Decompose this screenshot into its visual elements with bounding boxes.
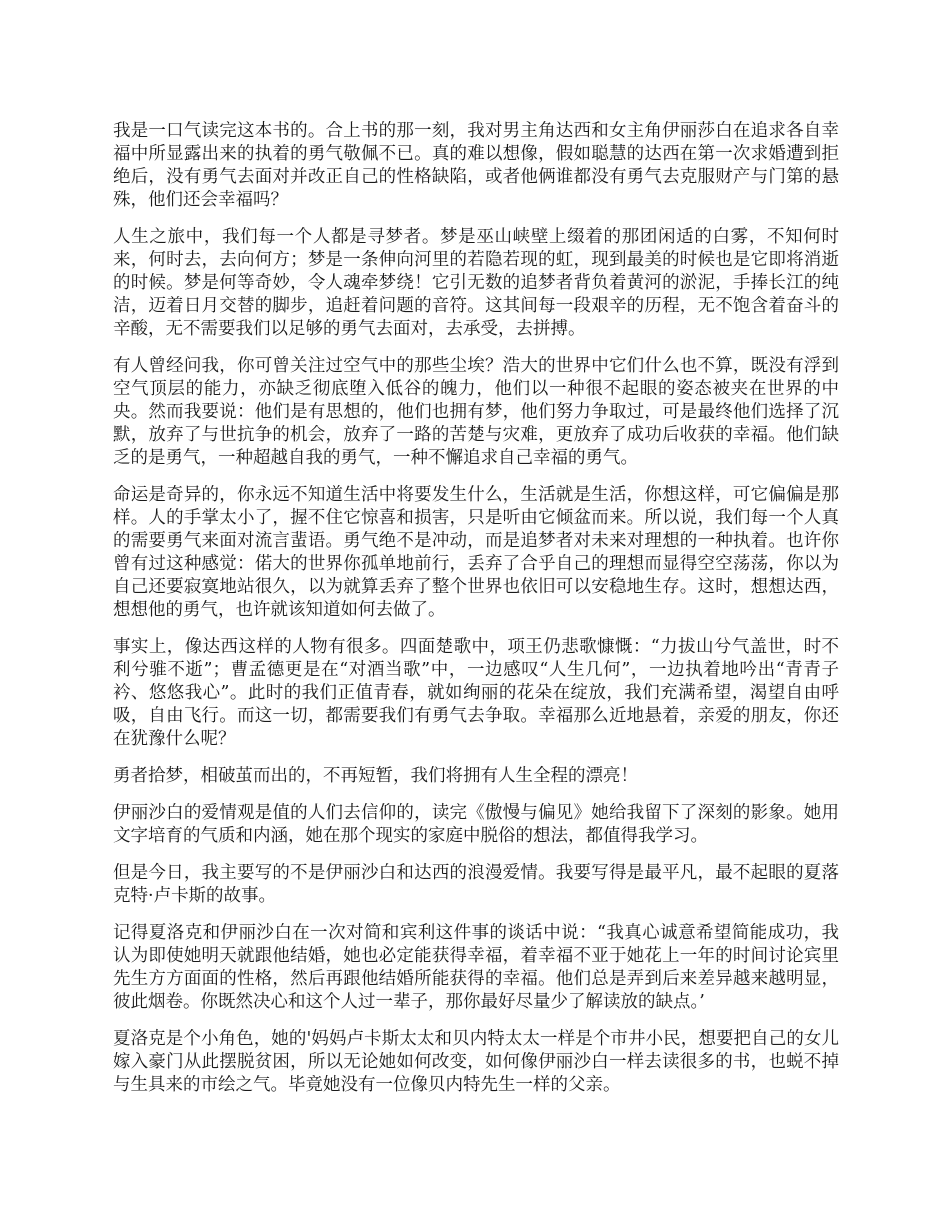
paragraph-10: 夏洛克是个小角色，她的'妈妈卢卡斯太太和贝内特太太一样是个市井小民，想要把自己的女儿嫁入豪门从此摆脱贫困，所以无论她如何改变，如何像伊丽沙白一样去读很多的书，也蜕不掉与生具来的市绘之气。毕竟她没有一位像贝内特先生一样的父亲。 [113,1029,839,1095]
document-body [113,120,839,1111]
paragraph-7: 伊丽沙白的爱情观是值的人们去信仰的，读完《傲慢与偏见》她给我留下了深刻的影象。她用文字培育的气质和内涵，她在那个现实的家庭中脱俗的想法，都值得我学习。 [113,803,839,846]
paragraph-9: 记得夏洛克和伊丽沙白在一次对简和宾利这件事的谈话中说：“我真心诚意希望简能成功，我认为即使她明天就跟他结婚，她也必定能获得幸福，着幸福不亚于她花上一年的时间讨论宾里先生方方面面的性格，然后再跟他结婚所能获得的幸福。他们总是弄到后来差异越来越明显，彼此烟卷。你既然决心和这个人过一辈子，那你最好尽量少了解读放的缺点。’ [113,923,839,1012]
paragraph-6: 勇者拾梦，相破茧而出的，不再短暂，我们将拥有人生全程的漂亮！ [113,766,638,786]
paragraph-8: 但是今日，我主要写的不是伊丽沙白和达西的浪漫爱情。我要写得是最平凡，最不起眼的夏落克特·卢卡斯的故事。 [113,863,839,906]
paragraph-2: 人生之旅中，我们每一个人都是寻梦者。梦是巫山峡壁上缀着的那团闲适的白雾，不知何时来，何时去，去向何方；梦是一条伸向河里的若隐若现的虹，现到最美的时候也是它即将消逝的时候。梦是何等奇妙，令人魂牵梦绕！它引无数的追梦者背负着黄河的淤泥，手捧长江的纯洁，迈着日月交替的脚步，追赶着问题的音符。这其间每一段艰辛的历程，无不饱含着奋斗的辛酸，无不需要我们以足够的勇气去面对，去承受，去拼搏。 [113,227,839,339]
paragraph-3: 有人曾经问我，你可曾关注过空气中的那些尘埃？浩大的世界中它们什么也不算，既没有浮到空气顶层的能力，亦缺乏彻底堕入低谷的魄力，他们以一种很不起眼的姿态被夹在世界的中央。然而我要说：他们是有思想的，他们也拥有梦，他们努力争取过，可是最终他们选择了沉默，放弃了与世抗争的机会，放弃了一路的苦楚与灾难，更放弃了成功后收获的幸福。他们缺乏的是勇气，一种超越自我的勇气，一种不懈追求自己幸福的勇气。 [113,356,839,468]
paragraph-1: 我是一口气读完这本书的。合上书的那一刻，我对男主角达西和女主角伊丽莎白在追求各自幸福中所显露出来的执着的勇气敬佩不已。真的难以想像，假如聪慧的达西在第一次求婚遭到拒绝后，没有勇气去面对并改正自己的性格缺陷，或者他俩谁都没有勇气去克服财产与门第的悬殊，他们还会幸福吗？ [113,121,839,210]
paragraph-5: 事实上，像达西这样的人物有很多。四面楚歌中，项王仍悲歌慷慨：“力拔山兮气盖世，时不利兮骓不逝”；曹孟德更是在“对酒当歌”中，一边感叹“人生几何”，一边执着地吟出“青青子衿、悠悠我心”。此时的我们正值青春，就如绚丽的花朵在绽放，我们充满希望，渴望自由呼吸，自由飞行。而这一切，都需要我们有勇气去争取。幸福那么近地悬着，亲爱的朋友，你还在犹豫什么呢？ [113,637,839,749]
paragraph-4: 命运是奇异的，你永远不知道生活中将要发生什么，生活就是生活，你想这样，可它偏偏是那样。人的手掌太小了，握不住它惊喜和损害，只是听由它倾盆而来。所以说，我们每一个人真的需要勇气来面对流言蜚语。勇气绝不是冲动，而是追梦者对未来对理想的一种执着。也许你曾有过这种感觉：偌大的世界你孤单地前行，丢弃了合乎自己的理想而显得空空荡荡，你以为自己还要寂寞地站很久，以为就算丢弃了整个世界也依旧可以安稳地生存。这时，想想达西，想想他的勇气，也许就该知道如何去做了。 [113,485,839,620]
